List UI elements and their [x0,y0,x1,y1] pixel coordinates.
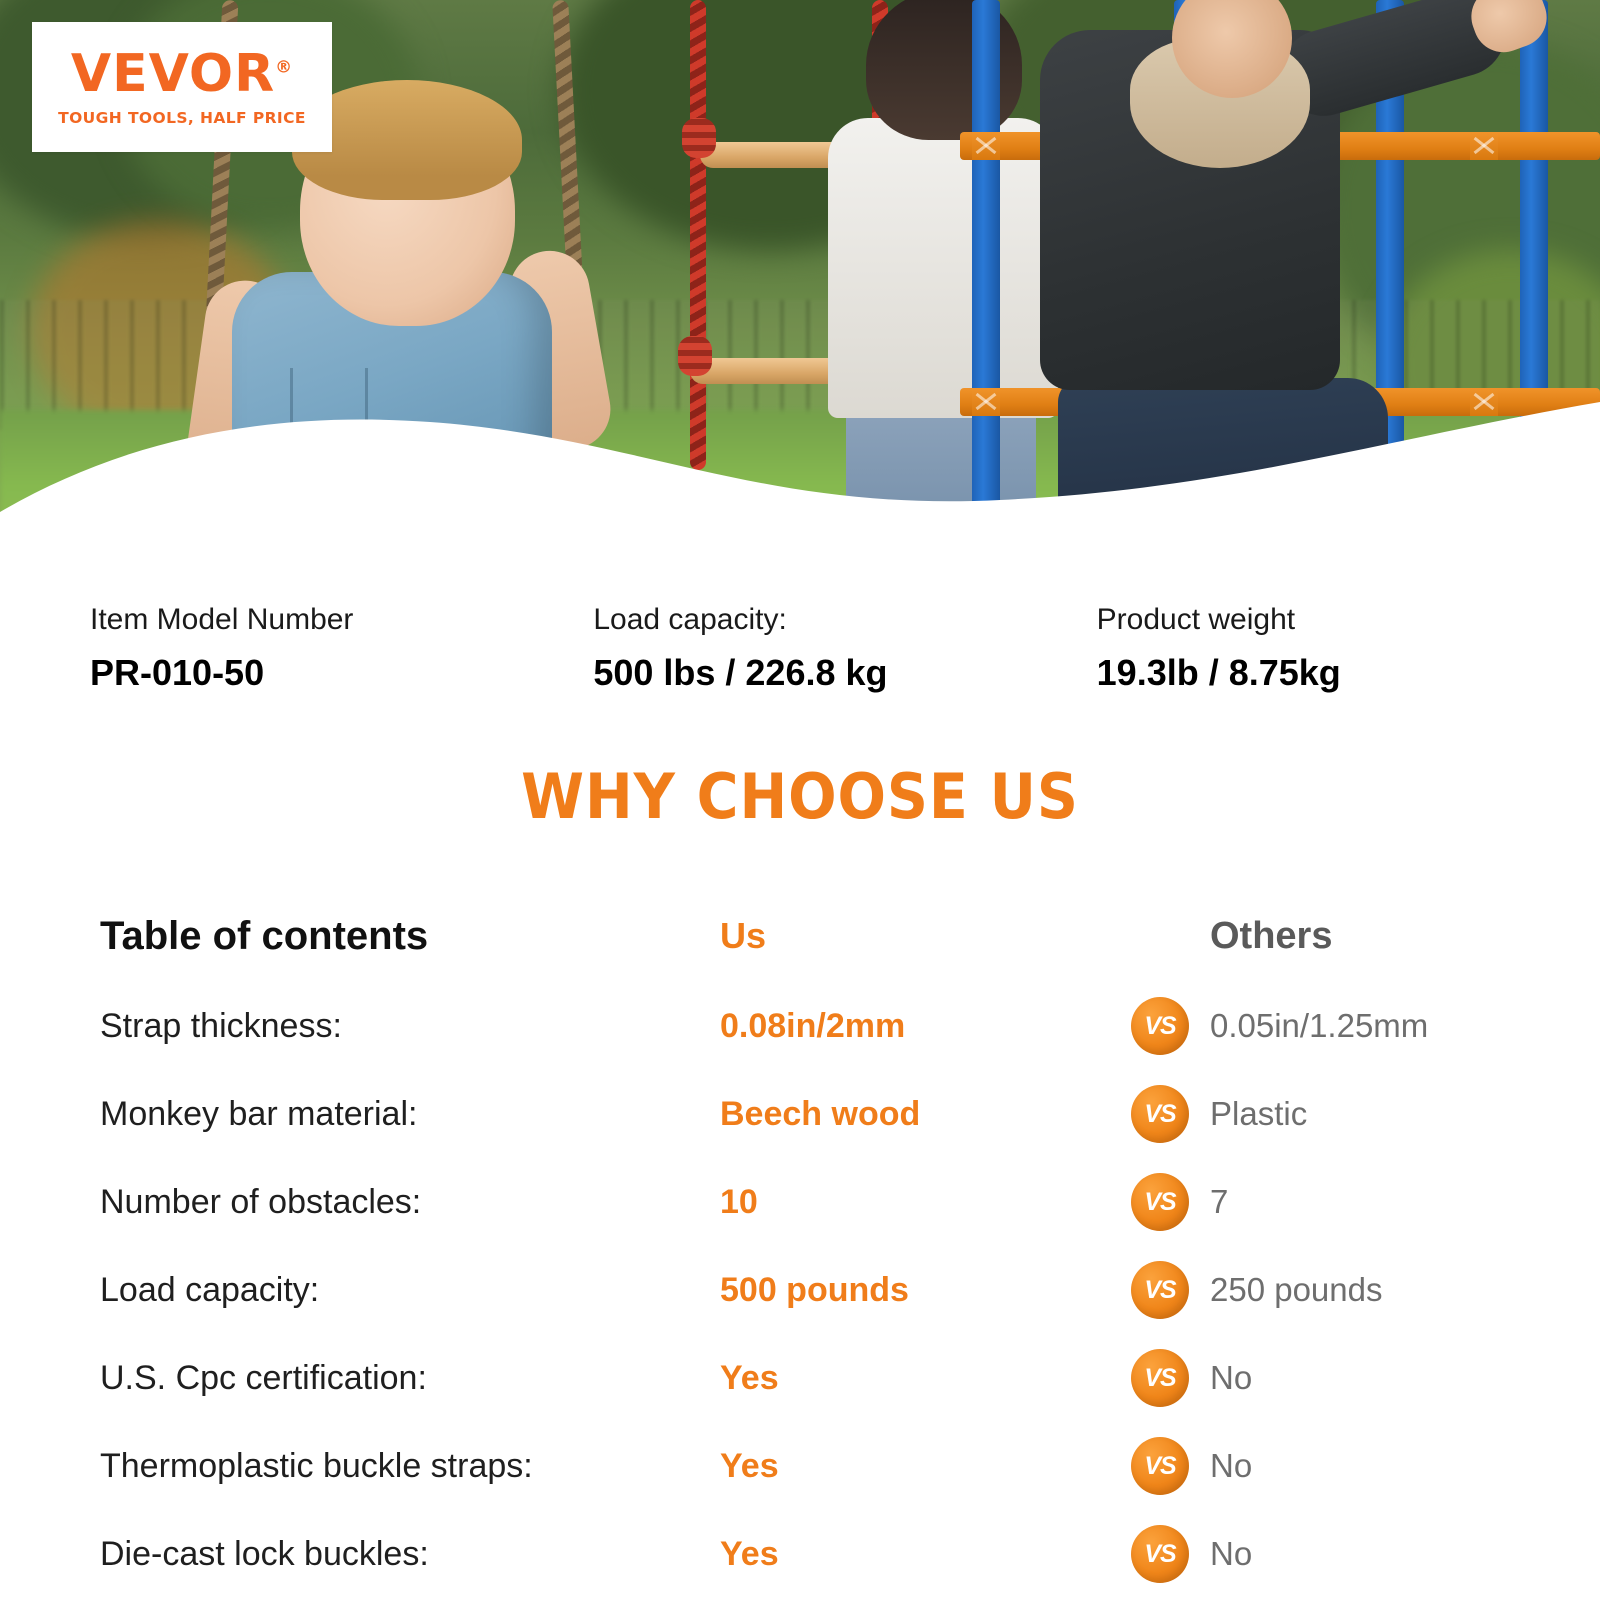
registered-trademark-icon: ® [275,57,294,78]
row-others-value: No [1210,1359,1253,1396]
row-label: Monkey bar material: [100,1094,418,1133]
spec-label: Load capacity: [593,603,787,636]
row-others-value: 250 pounds [1210,1271,1383,1308]
row-label: Die-cast lock buckles: [100,1534,429,1573]
section-heading: WHY CHOOSE US [521,760,1079,833]
spec-value: 19.3lb / 8.75kg [1096,652,1341,693]
row-others-value: 7 [1210,1183,1229,1220]
table-row [100,1334,1520,1422]
spec-row [0,600,1600,694]
row-label: Number of obstacles: [100,1182,422,1221]
table-row [100,1070,1520,1158]
vs-badge-icon: VS [1131,1437,1189,1495]
row-us-value: Yes [720,1358,779,1397]
vs-badge-icon: VS [1131,1261,1189,1319]
vs-cell [1110,997,1210,1055]
vs-cell [1110,1437,1210,1495]
vs-cell [1110,1261,1210,1319]
vs-cell [1110,1085,1210,1143]
row-us-value: 0.08in/2mm [720,1006,906,1045]
brand-logo [32,22,332,152]
row-label: Thermoplastic buckle straps: [100,1446,533,1485]
brand-name [70,43,294,104]
row-us-value: Beech wood [720,1094,921,1133]
table-row [100,1158,1520,1246]
table-row [100,1510,1520,1598]
vs-badge-icon: VS [1131,1173,1189,1231]
vs-badge-icon: VS [1131,997,1189,1055]
vs-cell [1110,1525,1210,1583]
row-label: U.S. Cpc certification: [100,1358,427,1397]
table-row [100,982,1520,1070]
net-stitch [972,132,1000,160]
row-us-value: 500 pounds [720,1270,909,1309]
wave-divider [0,382,1600,600]
spec-label: Product weight [1096,603,1296,636]
row-others-value: No [1210,1535,1253,1572]
header-others: Others [1210,914,1333,957]
row-us-value: Yes [720,1446,779,1485]
header-table-of-contents: Table of contents [100,913,429,958]
vs-cell [1110,1349,1210,1407]
vs-cell [1110,1173,1210,1231]
row-label: Load capacity: [100,1270,320,1309]
table-row [100,1422,1520,1510]
vs-badge-icon: VS [1131,1085,1189,1143]
net-stitch [1470,132,1498,160]
spec-value: PR-010-50 [90,652,265,693]
row-others-value: 0.05in/1.25mm [1210,1007,1429,1044]
adult-jacket [828,118,1058,418]
table-row [100,1246,1520,1334]
spec-item-load-capacity [593,600,1096,694]
comparison-table [0,890,1600,1598]
row-label: Strap thickness: [100,1006,342,1045]
spec-value: 500 lbs / 226.8 kg [593,652,888,693]
row-us-value: Yes [720,1534,779,1573]
table-header-row [100,890,1520,982]
spec-label: Item Model Number [90,603,354,636]
spec-item-model [90,600,593,694]
header-us: Us [720,915,767,956]
row-us-value: 10 [720,1182,758,1221]
brand-name-text: VEVOR [70,43,276,104]
spec-item-product-weight [1097,600,1600,694]
vs-badge-icon: VS [1131,1525,1189,1583]
rope-knot [678,336,712,376]
vs-badge-icon: VS [1131,1349,1189,1407]
rope-knot [682,118,716,158]
brand-tagline: TOUGH TOOLS, HALF PRICE [58,108,306,127]
row-others-value: Plastic [1210,1095,1308,1132]
row-others-value: No [1210,1447,1253,1484]
